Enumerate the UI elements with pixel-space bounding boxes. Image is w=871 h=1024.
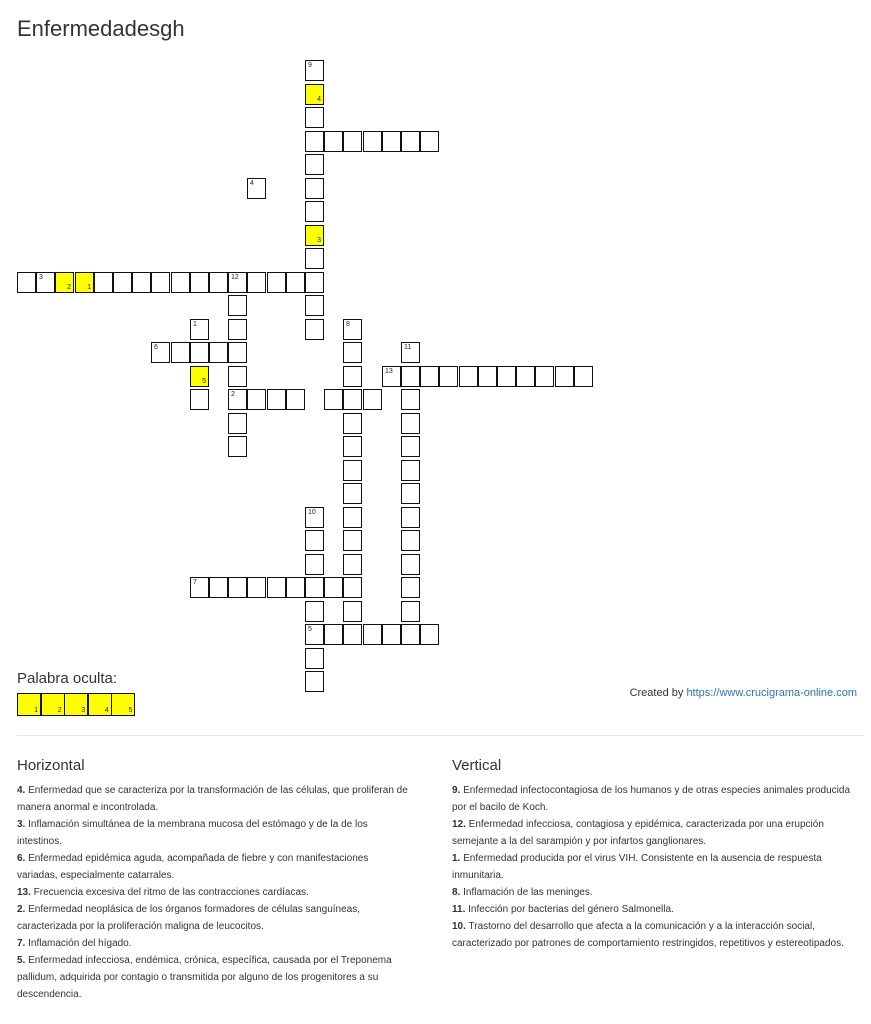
- clue-item: [452, 816, 862, 850]
- grid-cell[interactable]: [267, 272, 286, 293]
- grid-cell[interactable]: [267, 577, 286, 598]
- grid-cell[interactable]: [343, 624, 362, 645]
- grid-cell[interactable]: [190, 319, 209, 340]
- grid-cell[interactable]: [343, 460, 362, 481]
- grid-cell[interactable]: [209, 272, 228, 293]
- grid-cell[interactable]: [171, 272, 190, 293]
- clue-item: [17, 816, 409, 850]
- clue-item-number: 10.: [452, 921, 466, 932]
- grid-cell[interactable]: [247, 389, 266, 410]
- credit-link[interactable]: https://www.crucigrama-online.com: [686, 687, 857, 699]
- clue-item-text: Enfermedad infecciosa, endémica, crónica, específica, causada por el Treponema pallidum, adquirida por contagio o transmitida por alguno de los progenitores a su descendencia.: [17, 955, 392, 1000]
- grid-cell[interactable]: [247, 577, 266, 598]
- clue-number: 2: [231, 391, 235, 398]
- clue-item-text: Inflamación simultánea de la membrana mucosa del estómago y de la de los intestinos.: [17, 819, 368, 847]
- clue-number: 4: [250, 180, 254, 187]
- clue-number: 5: [308, 626, 312, 633]
- grid-cell[interactable]: [343, 601, 362, 622]
- clue-item-text: Enfermedad producida por el virus VIH. Consistente en la ausencia de respuesta inmunitaria.: [452, 853, 822, 881]
- grid-cell[interactable]: [228, 295, 247, 316]
- clue-number: 7: [193, 579, 197, 586]
- grid-cell[interactable]: [420, 366, 439, 387]
- clue-item-text: Enfermedad infectocontagiosa de los humanos y de otras especies animales producida por el bacilo de Koch.: [452, 785, 851, 813]
- grid-cell[interactable]: [267, 389, 286, 410]
- clue-number: 10: [308, 509, 316, 516]
- grid-cell[interactable]: [401, 624, 420, 645]
- grid-cell[interactable]: [363, 131, 382, 152]
- grid-cell[interactable]: [401, 342, 420, 363]
- grid-cell[interactable]: [343, 530, 362, 551]
- highlighted-grid-cell[interactable]: [305, 84, 324, 105]
- hidden-word-cell[interactable]: [17, 693, 41, 716]
- clue-number: 9: [308, 62, 312, 69]
- grid-cell[interactable]: [324, 624, 343, 645]
- clue-item: [17, 850, 409, 884]
- clue-item: [452, 918, 862, 952]
- grid-cell[interactable]: [305, 178, 324, 199]
- grid-cell[interactable]: [401, 530, 420, 551]
- clue-item-number: 3.: [17, 819, 26, 830]
- clue-item-text: Enfermedad epidémica aguda, acompañada de fiebre y con manifestaciones variadas, especialmente catarrales.: [17, 853, 369, 881]
- grid-cell[interactable]: [209, 577, 228, 598]
- clue-number: 12: [231, 274, 239, 281]
- grid-cell[interactable]: [305, 554, 324, 575]
- grid-cell[interactable]: [324, 577, 343, 598]
- clue-item-number: 6.: [17, 853, 26, 864]
- clue-item-number: 5.: [17, 955, 26, 966]
- vertical-clues: [452, 757, 862, 952]
- clue-item-text: Trastorno del desarrollo que afecta a la comunicación y a la interacción social, caracterizado por patrones de comportamiento restringidos, repetitivos y estereotipados.: [452, 921, 844, 949]
- hidden-letter-index: 1: [87, 284, 91, 291]
- hidden-letter-index: 2: [67, 284, 71, 291]
- grid-cell[interactable]: [343, 436, 362, 457]
- grid-cell[interactable]: [343, 483, 362, 504]
- grid-cell[interactable]: [113, 272, 132, 293]
- hidden-word-index: 1: [34, 707, 38, 714]
- horizontal-heading: Horizontal: [17, 757, 85, 774]
- grid-cell[interactable]: [209, 342, 228, 363]
- grid-cell[interactable]: [343, 413, 362, 434]
- grid-cell[interactable]: [401, 366, 420, 387]
- grid-cell[interactable]: [305, 319, 324, 340]
- grid-cell[interactable]: [401, 436, 420, 457]
- grid-cell[interactable]: [305, 154, 324, 175]
- credit-prefix: Created by: [629, 687, 684, 699]
- grid-cell[interactable]: [132, 272, 151, 293]
- clue-item-number: 1.: [452, 853, 461, 864]
- grid-cell[interactable]: [305, 201, 324, 222]
- clue-item-text: Inflamación del hígado.: [25, 938, 132, 949]
- grid-cell[interactable]: [324, 389, 343, 410]
- clue-number: 11: [404, 344, 412, 351]
- grid-cell[interactable]: [420, 624, 439, 645]
- clue-item: [17, 935, 409, 952]
- grid-cell[interactable]: [228, 272, 247, 293]
- grid-cell[interactable]: [478, 366, 497, 387]
- clue-item-number: 13.: [17, 887, 31, 898]
- grid-cell[interactable]: [190, 389, 209, 410]
- grid-cell[interactable]: [151, 342, 170, 363]
- grid-cell[interactable]: [228, 413, 247, 434]
- clue-item-text: Enfermedad neoplásica de los órganos formadores de células sanguíneas, caracterizada por la proliferación maligna de leucocitos.: [17, 904, 360, 932]
- grid-cell[interactable]: [363, 389, 382, 410]
- clue-item-number: 2.: [17, 904, 26, 915]
- grid-cell[interactable]: [382, 624, 401, 645]
- grid-cell[interactable]: [151, 272, 170, 293]
- clue-item-text: Frecuencia excesiva del ritmo de las contracciones cardíacas.: [30, 887, 309, 898]
- grid-cell[interactable]: [305, 507, 324, 528]
- hidden-word-label: Palabra oculta:: [17, 670, 118, 687]
- highlighted-grid-cell[interactable]: [55, 272, 74, 293]
- grid-cell[interactable]: [286, 389, 305, 410]
- grid-cell[interactable]: [228, 436, 247, 457]
- clue-item-text: Inflamación de las meninges.: [460, 887, 593, 898]
- grid-cell[interactable]: [401, 389, 420, 410]
- grid-cell[interactable]: [305, 624, 324, 645]
- grid-cell[interactable]: [305, 131, 324, 152]
- vertical-clue-list: [452, 782, 862, 952]
- grid-cell[interactable]: [190, 577, 209, 598]
- grid-cell[interactable]: [401, 131, 420, 152]
- vertical-heading: Vertical: [452, 757, 502, 774]
- grid-cell[interactable]: [305, 107, 324, 128]
- clue-number: 8: [346, 321, 350, 328]
- highlighted-grid-cell[interactable]: [190, 366, 209, 387]
- grid-cell[interactable]: [343, 342, 362, 363]
- grid-cell[interactable]: [190, 272, 209, 293]
- grid-cell[interactable]: [305, 295, 324, 316]
- clue-item: [17, 901, 409, 935]
- grid-cell[interactable]: [420, 131, 439, 152]
- clue-number: 6: [154, 344, 158, 351]
- clue-item-text: Enfermedad que se caracteriza por la transformación de las células, que proliferan de manera anormal e incontrolada.: [17, 785, 408, 813]
- clue-item: [452, 884, 862, 901]
- clue-item: [452, 850, 862, 884]
- clue-item-number: 7.: [17, 938, 26, 949]
- grid-cell[interactable]: [574, 366, 593, 387]
- hidden-word-cell[interactable]: [64, 693, 88, 716]
- grid-cell[interactable]: [286, 272, 305, 293]
- grid-cell[interactable]: [343, 554, 362, 575]
- grid-cell[interactable]: [228, 319, 247, 340]
- grid-cell[interactable]: [305, 671, 324, 692]
- grid-cell[interactable]: [305, 248, 324, 269]
- clue-item-number: 12.: [452, 819, 466, 830]
- hidden-letter-index: 3: [317, 237, 321, 244]
- grid-cell[interactable]: [94, 272, 113, 293]
- page-title: Enfermedadesgh: [17, 16, 185, 41]
- grid-cell[interactable]: [382, 131, 401, 152]
- grid-cell[interactable]: [401, 460, 420, 481]
- horizontal-clue-list: [17, 782, 409, 1003]
- hidden-letter-index: 5: [202, 378, 206, 385]
- grid-cell[interactable]: [305, 601, 324, 622]
- grid-cell[interactable]: [516, 366, 535, 387]
- grid-cell[interactable]: [343, 131, 362, 152]
- grid-cell[interactable]: [190, 342, 209, 363]
- hidden-letter-index: 4: [317, 96, 321, 103]
- grid-cell[interactable]: [343, 507, 362, 528]
- grid-cell[interactable]: [401, 554, 420, 575]
- grid-cell[interactable]: [228, 366, 247, 387]
- hidden-word-cell[interactable]: [41, 693, 65, 716]
- horizontal-clues: [17, 757, 409, 1003]
- hidden-word-index: 4: [104, 707, 109, 714]
- grid-cell[interactable]: [343, 319, 362, 340]
- clue-item-number: 9.: [452, 785, 461, 796]
- clue-item-text: Enfermedad infecciosa, contagiosa y epidémica, caracterizada por una erupción semejante a la del sarampión y por infartos ganglionares.: [452, 819, 824, 847]
- clue-item-number: 11.: [452, 904, 466, 915]
- hidden-word-index: 5: [128, 707, 133, 714]
- grid-cell[interactable]: [228, 342, 247, 363]
- hidden-word-index: 3: [81, 707, 86, 714]
- grid-cell[interactable]: [401, 413, 420, 434]
- grid-cell[interactable]: [401, 601, 420, 622]
- grid-cell[interactable]: [305, 577, 324, 598]
- grid-cell[interactable]: [363, 624, 382, 645]
- clue-item: [17, 884, 409, 901]
- grid-cell[interactable]: [343, 577, 362, 598]
- clue-item: [17, 782, 409, 816]
- highlighted-grid-cell[interactable]: [305, 225, 324, 246]
- grid-cell[interactable]: [343, 389, 362, 410]
- grid-cell[interactable]: [247, 178, 266, 199]
- grid-cell[interactable]: [401, 483, 420, 504]
- clue-number: 1: [193, 321, 197, 328]
- grid-cell[interactable]: [305, 272, 324, 293]
- clue-item-number: 8.: [452, 887, 461, 898]
- hidden-word-cell[interactable]: [88, 693, 112, 716]
- grid-cell[interactable]: [343, 366, 362, 387]
- grid-cell[interactable]: [497, 366, 516, 387]
- clue-item: [452, 782, 862, 816]
- grid-cell[interactable]: [36, 272, 55, 293]
- hidden-word-cell[interactable]: [111, 693, 135, 716]
- clue-item: [452, 901, 862, 918]
- divider: [17, 735, 864, 736]
- clue-item-number: 4.: [17, 785, 26, 796]
- grid-cell[interactable]: [286, 577, 305, 598]
- grid-cell[interactable]: [228, 577, 247, 598]
- grid-cell[interactable]: [305, 648, 324, 669]
- grid-cell[interactable]: [171, 342, 190, 363]
- credit: [560, 687, 857, 699]
- grid-cell[interactable]: [535, 366, 554, 387]
- grid-cell[interactable]: [382, 366, 401, 387]
- grid-cell[interactable]: [439, 366, 458, 387]
- grid-cell[interactable]: [401, 577, 420, 598]
- clue-item: [17, 952, 409, 1003]
- grid-cell[interactable]: [305, 60, 324, 81]
- clue-number: 13: [385, 368, 393, 375]
- grid-cell[interactable]: [459, 366, 478, 387]
- clue-number: 3: [39, 274, 43, 281]
- grid-cell[interactable]: [247, 272, 266, 293]
- grid-cell[interactable]: [401, 507, 420, 528]
- grid-cell[interactable]: [555, 366, 574, 387]
- clue-item-text: Infección por bacterias del género Salmonella.: [465, 904, 674, 915]
- grid-cell[interactable]: [324, 131, 343, 152]
- grid-cell[interactable]: [228, 389, 247, 410]
- grid-cell[interactable]: [17, 272, 36, 293]
- hidden-word-index: 2: [57, 707, 62, 714]
- grid-cell[interactable]: [305, 530, 324, 551]
- highlighted-grid-cell[interactable]: [75, 272, 94, 293]
